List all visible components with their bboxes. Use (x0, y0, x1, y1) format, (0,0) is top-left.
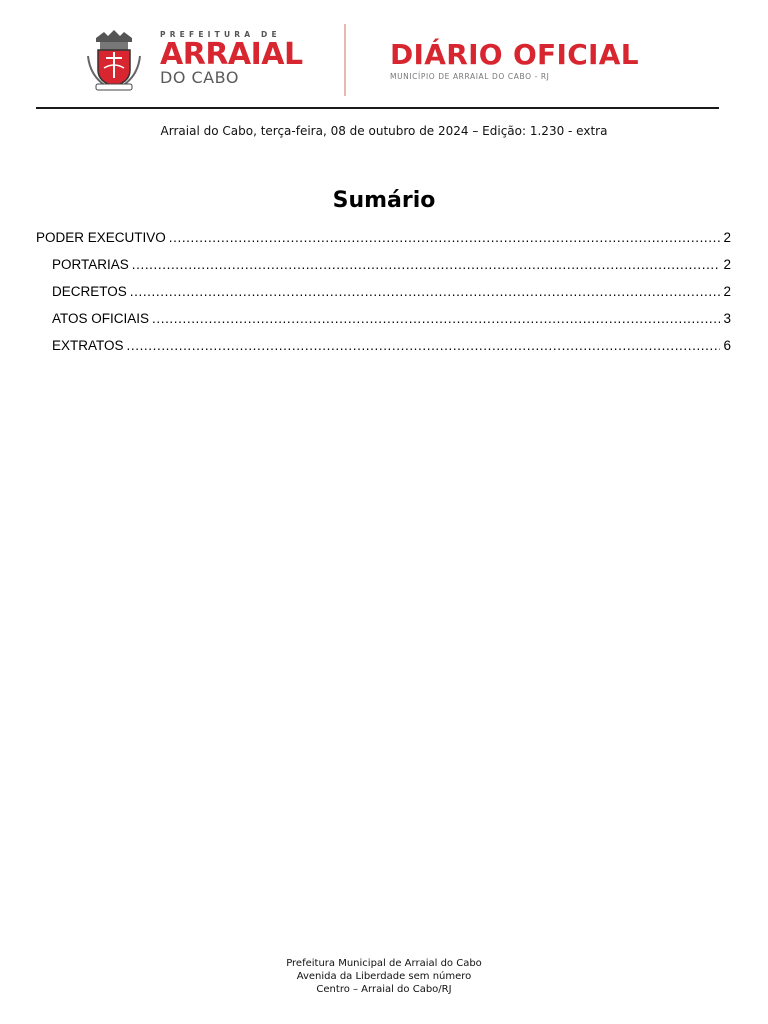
toc-item-page: 3 (723, 311, 731, 326)
header-divider (344, 24, 346, 96)
prefeitura-docabo-text: DO CABO (160, 68, 239, 87)
table-of-contents (36, 230, 731, 365)
diario-oficial-logo (390, 40, 690, 81)
toc-leader-dots (152, 311, 720, 326)
toc-item-page: 2 (723, 284, 731, 299)
edition-line: Arraial do Cabo, terça-feira, 08 de outubro de 2024 – Edição: 1.230 - extra (160, 124, 608, 138)
toc-leader-dots (130, 284, 721, 299)
toc-item-label: PODER EXECUTIVO (36, 230, 166, 245)
toc-item-page: 2 (723, 230, 731, 245)
header-rule (36, 107, 719, 109)
toc-leader-dots (127, 338, 721, 353)
toc-item-label: ATOS OFICIAIS (52, 311, 150, 326)
toc-item-decretos[interactable] (36, 284, 731, 311)
footer-line-3: Centro – Arraial do Cabo/RJ (316, 984, 452, 995)
toc-leader-dots (132, 257, 721, 272)
toc-item-page: 6 (723, 338, 731, 353)
diario-oficial-subtitle: MUNICÍPIO DE ARRAIAL DO CABO - RJ (390, 72, 550, 81)
toc-item-label: PORTARIAS (52, 257, 129, 272)
prefeitura-arraial-text: ARRAIAL (160, 37, 303, 72)
toc-item-label: DECRETOS (52, 284, 127, 299)
summary-title: Sumário (332, 188, 436, 213)
diario-oficial-title: DIÁRIO OFICIAL (390, 38, 639, 71)
page-footer (0, 957, 768, 996)
toc-item-label: EXTRATOS (52, 338, 124, 353)
prefeitura-logo (160, 30, 310, 86)
footer-line-1: Prefeitura Municipal de Arraial do Cabo (286, 958, 482, 969)
toc-item-page: 2 (723, 257, 731, 272)
toc-item-poder-executivo[interactable] (36, 230, 731, 257)
municipal-crest-icon (86, 28, 142, 92)
toc-item-extratos[interactable] (36, 338, 731, 365)
footer-line-2: Avenida da Liberdade sem número (296, 971, 472, 982)
toc-item-atos-oficiais[interactable] (36, 311, 731, 338)
masthead (80, 20, 684, 100)
toc-item-portarias[interactable] (36, 257, 731, 284)
toc-leader-dots (169, 230, 721, 245)
prefeitura-small-text: PREFEITURA DE (160, 30, 281, 39)
